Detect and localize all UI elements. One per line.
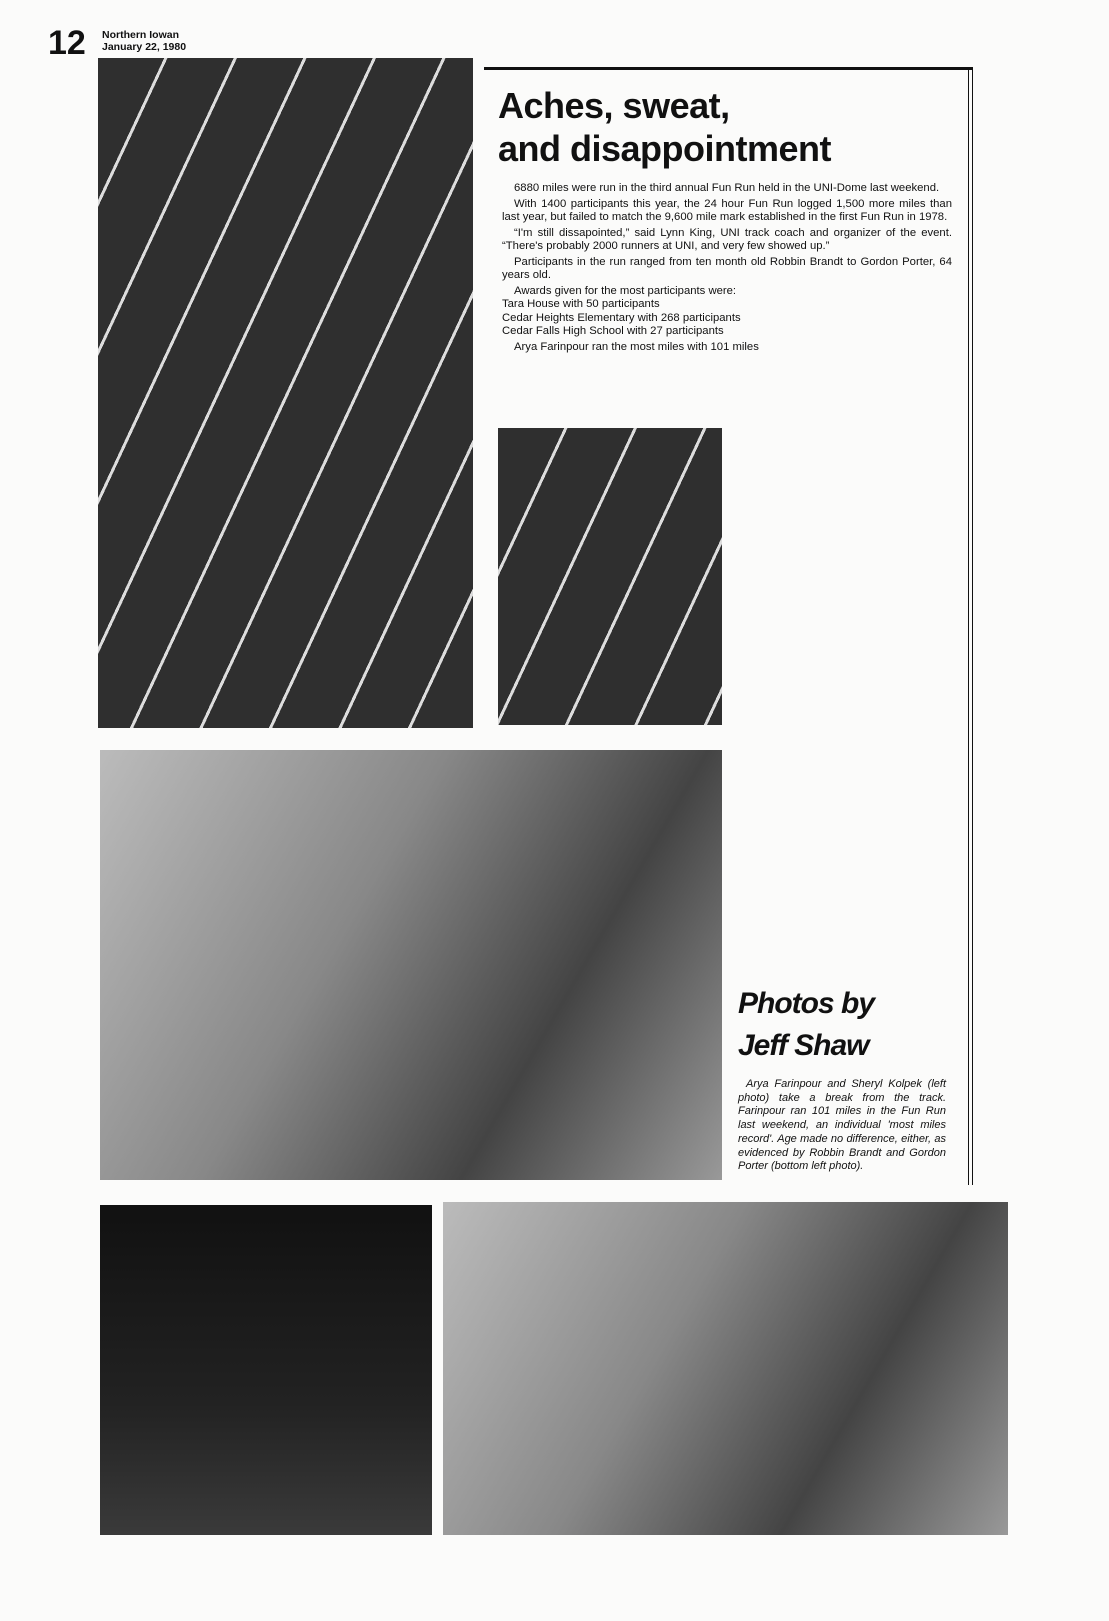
award-item: Tara House with 50 participants bbox=[502, 298, 660, 310]
photo-girls-laughing bbox=[443, 1202, 1008, 1535]
photo-caption: Arya Farinpour and Sheryl Kolpek (left photo) take a break from the track. Farinpour ran 101 miles in the Fun Run last weekend, an individual 'most miles record'. Age made no difference, either, as evidenced by Robbin Brandt and Gordon Porter (bottom left photo). bbox=[738, 1078, 946, 1173]
masthead bbox=[102, 29, 186, 53]
award-item: Cedar Falls High School with 27 participants bbox=[502, 325, 724, 337]
page-number: 12 bbox=[48, 24, 86, 62]
paragraph: With 1400 participants this year, the 24 hour Fun Run logged 1,500 more miles than last year, but failed to match the 9,600 mile mark established in the first Fun Run in 1978. bbox=[502, 197, 952, 223]
paragraph: “I'm still dissapointed,” said Lynn King, UNI track coach and organizer of the event. “There's probably 2000 runners at UNI, and very few showed up.” bbox=[502, 226, 952, 252]
article-body bbox=[502, 182, 952, 356]
photo-runners-resting bbox=[100, 750, 722, 1180]
photo-children-crawling bbox=[498, 428, 722, 725]
article-top-rule bbox=[484, 67, 972, 70]
paragraph: Participants in the run ranged from ten month old Robbin Brandt to Gordon Porter, 64 years old. bbox=[502, 255, 952, 281]
issue-date: January 22, 1980 bbox=[102, 41, 187, 53]
headline-line: and disappointment bbox=[498, 128, 831, 169]
paragraph: Awards given for the most participants were: bbox=[514, 284, 737, 297]
publication-name: Northern Iowan bbox=[102, 29, 180, 41]
photo-runners-on-track bbox=[98, 58, 473, 728]
paragraph: 6880 miles were run in the third annual Fun Run held in the UNI-Dome last weekend. bbox=[514, 182, 940, 194]
credit-line: Jeff Shaw bbox=[738, 1029, 869, 1062]
article-side-rule bbox=[968, 67, 973, 1185]
credit-line: Photos by bbox=[738, 987, 875, 1020]
photo-older-runner bbox=[100, 1205, 432, 1535]
headline bbox=[498, 84, 958, 170]
paragraph: Arya Farinpour ran the most miles with 101 miles bbox=[514, 340, 759, 353]
photo-credit bbox=[738, 983, 874, 1067]
headline-line: Aches, sweat, bbox=[498, 85, 730, 126]
award-item: Cedar Heights Elementary with 268 participants bbox=[502, 311, 741, 324]
